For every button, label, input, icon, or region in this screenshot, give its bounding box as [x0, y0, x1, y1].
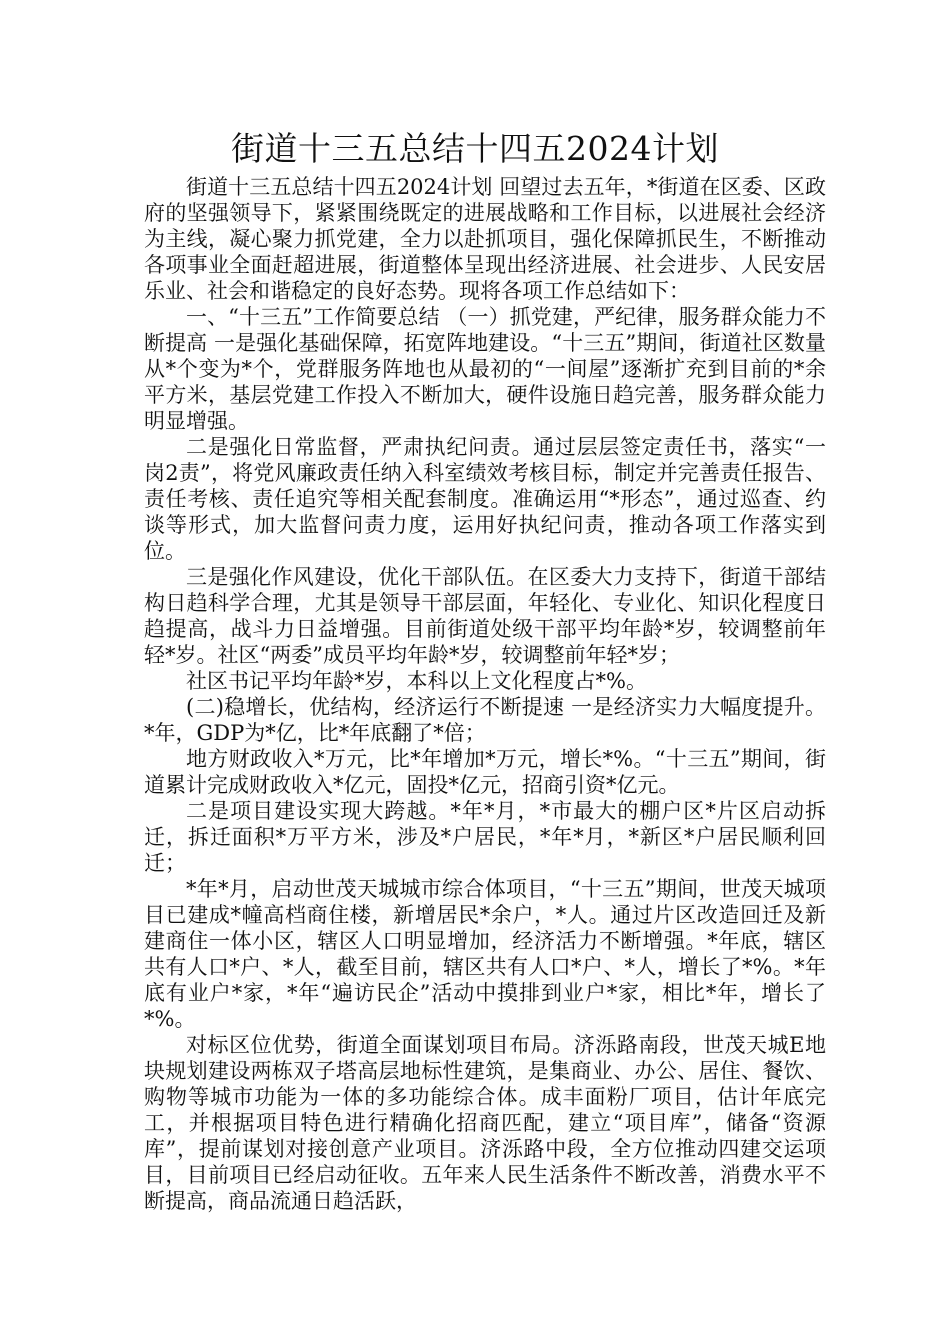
paragraph: 对标区位优势，街道全面谋划项目布局。济泺路南段，世茂天城E地块规划建设两栋双子塔高层地标性建筑，是集商业、办公、居住、餐饮、购物等城市功能为一体的多功能综合体。成丰面粉厂项目，估计年底完工，并根据项目特色进行精确化招商匹配，建立“项目库”，储备“资源库”，提前谋划对接创意产业项目。济泺路中段，全方位推动四建交运项目，目前项目已经启动征收。五年来人民生活条件不断改善，消费水平不断提高，商品流通日趋活跃， — [144, 1033, 826, 1213]
paragraph: 二是项目建设实现大跨越。*年*月，*市最大的棚户区*片区启动拆迁，拆迁面积*万平方米，涉及*户居民，*年*月，*新区*户居民顺利回迁； — [144, 799, 826, 875]
paragraph: (二)稳增长，优结构，经济运行不断提速 一是经济实力大幅度提升。*年，GDP为*亿，比*年底翻了*倍； — [144, 695, 826, 745]
paragraph: 社区书记平均年龄*岁，本科以上文化程度占*%。 — [186, 669, 647, 693]
paragraph: 一、“十三五”工作简要总结 （一）抓党建，严纪律，服务群众能力不断提高 一是强化基础保障，拓宽阵地建设。“十三五”期间，街道社区数量从*个变为*个，党群服务阵地也从最初的“一间屋”逐渐扩充到目前的*余平方米，基层党建工作投入不断加大，硬件设施日趋完善，服务群众能力明显增强。 — [144, 305, 826, 433]
paragraph: 地方财政收入*万元，比*年增加*万元，增长*%。“十三五”期间，街道累计完成财政收入*亿元，固投*亿元，招商引资*亿元。 — [144, 747, 826, 797]
paragraph: *年*月，启动世茂天城城市综合体项目，“十三五”期间，世茂天城项目已建成*幢高档商住楼，新增居民*余户，*人。通过片区改造回迁及新建商住一体小区，辖区人口明显增加，经济活力不断增强。*年底，辖区共有人口*户、*人，截至目前，辖区共有人口*户、*人，增长了*%。*年底有业户*家，*年“遍访民企”活动中摸排到业户*家，相比*年，增长了*%。 — [144, 877, 826, 1031]
document-body — [144, 174, 826, 1214]
document-title: 街道十三五总结十四五2024计划 — [231, 129, 719, 168]
paragraph: 二是强化日常监督，严肃执纪问责。通过层层签定责任书，落实“一岗2责”，将党风廉政责任纳入科室绩效考核目标，制定并完善责任报告、责任考核、责任追究等相关配套制度。准确运用“*形态”，通过巡查、约谈等形式，加大监督问责力度，运用好执纪问责，推动各项工作落实到位。 — [144, 435, 826, 563]
paragraph: 三是强化作风建设，优化干部队伍。在区委大力支持下，街道干部结构日趋科学合理，尤其是领导干部层面，年轻化、专业化、知识化程度日趋提高，战斗力日益增强。目前街道处级干部平均年龄*岁，较调整前年轻*岁。社区“两委”成员平均年龄*岁，较调整前年轻*岁； — [144, 565, 826, 667]
paragraph: 街道十三五总结十四五2024计划 回望过去五年，*街道在区委、区政府的坚强领导下，紧紧围绕既定的进展战略和工作目标，以进展社会经济为主线，凝心聚力抓党建，全力以赴抓项目，强化保障抓民生，不断推动各项事业全面赶超进展，街道整体呈现出经济进展、社会进步、人民安居乐业、社会和谐稳定的良好态势。现将各项工作总结如下： — [144, 175, 826, 303]
